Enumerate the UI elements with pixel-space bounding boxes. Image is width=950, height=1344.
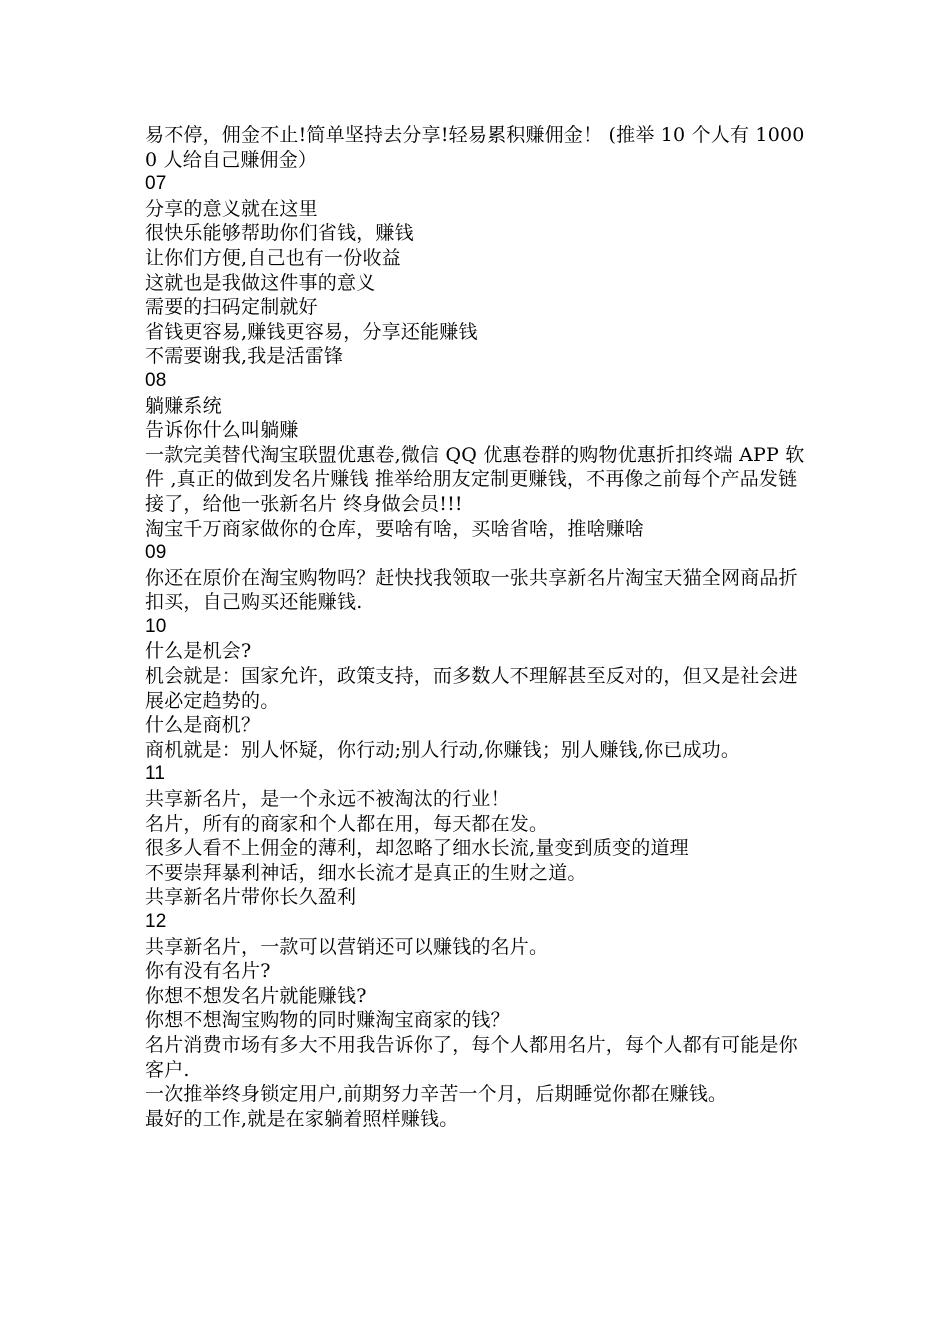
paragraph-line: 名片消费市场有多大不用我告诉你了，每个人都用名片，每个人都有可能是你客户. [145, 1033, 798, 1081]
paragraph-line: 告诉你什么叫躺赚 [145, 419, 299, 442]
paragraph-line: 你想不想发名片就能赚钱? [145, 984, 367, 1007]
paragraph-line: 共享新名片，是一个永远不被淘汰的行业！ [145, 788, 510, 811]
section-number: 09 [145, 542, 167, 564]
paragraph-line: 分享的意义就在这里 [145, 197, 318, 220]
paragraph-line: 省钱更容易,赚钱更容易，分享还能赚钱 [145, 320, 478, 343]
paragraph-line: 这就也是我做这件事的意义 [145, 271, 376, 294]
paragraph-line: 很多人看不上佣金的薄利，却忽略了细水长流,量变到质变的道理 [145, 837, 689, 860]
paragraph-line: 不要崇拜暴利神话，细水长流才是真正的生财之道。 [145, 861, 587, 884]
paragraph-line: 什么是机会? [145, 640, 252, 663]
document-body [145, 123, 810, 1131]
paragraph-line: 机会就是：国家允许，政策支持，而多数人不理解甚至反对的，但又是社会进展必定趋势的。 [145, 665, 798, 712]
section-number: 12 [145, 911, 167, 932]
section-number: 08 [145, 369, 167, 391]
paragraph-line: 你还在原价在淘宝购物吗？赶快找我领取一张共享新名片淘宝天猫全网商品折扣买，自己购买还能赚钱. [145, 566, 798, 614]
paragraph-line: 最好的工作,就是在家躺着照样赚钱。 [145, 1107, 459, 1130]
section-number: 07 [145, 173, 167, 195]
paragraph-line: 什么是商机？ [145, 714, 261, 737]
paragraph-line: 共享新名片，一款可以营销还可以赚钱的名片。 [145, 935, 549, 958]
paragraph-line: 让你们方便,自己也有一份收益 [145, 246, 401, 269]
paragraph-line: 需要的扫码定制就好 [145, 296, 318, 319]
paragraph-line: 很快乐能够帮助你们省钱，赚钱 [145, 222, 414, 245]
paragraph-line: 一次推举终身锁定用户,前期努力辛苦一个月，后期睡觉你都在赚钱。 [145, 1083, 728, 1106]
paragraph-line: 商机就是：别人怀疑，你行动;别人行动,你赚钱；别人赚钱,你已成功。 [145, 738, 741, 761]
paragraph-line: 你想不想淘宝购物的同时赚淘宝商家的钱？ [145, 1009, 510, 1032]
paragraph-line: 一款完美替代淘宝联盟优惠卷,微信 QQ 优惠卷群的购物优惠折扣终端 APP 软件 ,真正的做到发名片赚钱 推举给朋友定制更赚钱，不再像之前每个产品发链接了，给他一张新名片 终身做会员!!! [145, 443, 805, 515]
paragraph-line: 易不停，佣金不止!简单坚持去分享!轻易累积赚佣金！ (推举 10 个人有 10000 人给自己赚佣金） [145, 124, 805, 171]
section-number: 11 [145, 763, 166, 785]
paragraph-line: 你有没有名片? [145, 960, 271, 983]
paragraph-line: 名片，所有的商家和个人都在用，每天都在发。 [145, 812, 549, 835]
paragraph-line: 共享新名片带你长久盈利 [145, 886, 357, 909]
paragraph-line: 躺赚系统 [145, 394, 222, 417]
paragraph-line: 不需要谢我,我是活雷锋 [145, 345, 344, 368]
section-number: 10 [145, 615, 167, 637]
paragraph-line: 淘宝千万商家做你的仓库，要啥有啥，买啥省啥，推啥赚啥 [145, 517, 645, 540]
